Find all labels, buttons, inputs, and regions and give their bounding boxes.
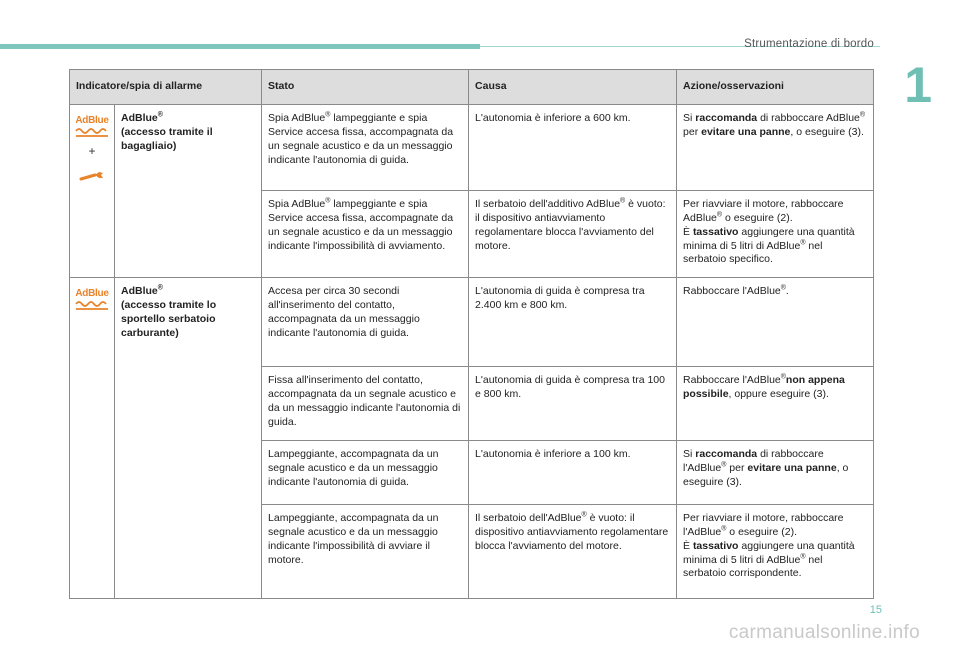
azione-cell: Per riavviare il motore, rabboccare l'AdBlue® o eseguire (2). È tassativo aggiungere una quantità minima di 5 litri di AdBlue® nel serbatoio corrispondente.	[677, 505, 874, 599]
stato-cell: Lampeggiante, accompagnata da un segnale acustico e da un messaggio indicante l'autonomia di guida.	[262, 441, 469, 505]
azione-cell: Per riavviare il motore, rabboccare AdBlue® o eseguire (2). È tassativo aggiungere una quantità minima di 5 litri di AdBlue® nel serbatoio specifico.	[677, 191, 874, 278]
table-row	[70, 278, 874, 367]
causa-cell: L'autonomia di guida è compresa tra 2.400 km e 800 km.	[469, 278, 677, 367]
causa-cell: L'autonomia è inferiore a 100 km.	[469, 441, 677, 505]
causa-cell: L'autonomia di guida è compresa tra 100 e 800 km.	[469, 367, 677, 441]
stato-cell: Spia AdBlue® lampeggiante e spia Service accesa fissa, accompagnata da un segnale acustico e da un messaggio indicante l'autonomia di guida.	[262, 105, 469, 191]
stato-cell: Spia AdBlue® lampeggiante e spia Service accesa fissa, accompagnate da un segnale acustico e da un messaggio indicante l'impossibilità di avviamento.	[262, 191, 469, 278]
header-azione: Azione/osservazioni	[677, 70, 874, 105]
indicator-name-cell: AdBlue® (accesso tramite lo sportello serbatoio carburante)	[115, 278, 262, 599]
adblue-warning-icon: AdBlue	[75, 287, 109, 311]
watermark: carmanualsonline.info	[728, 622, 920, 643]
causa-cell: Il serbatoio dell'AdBlue® è vuoto: il dispositivo antiavviamento regolamentare blocca l'avviamento del motore.	[469, 505, 677, 599]
causa-cell: L'autonomia è inferiore a 600 km.	[469, 105, 677, 191]
stato-cell: Fissa all'inserimento del contatto, accompagnata da un segnale acustico e da un messaggio indicante l'autonomia di guida.	[262, 367, 469, 441]
plus-sign: +	[88, 144, 96, 159]
indicator-name-cell: AdBlue® (accesso tramite il bagagliaio)	[115, 105, 262, 278]
adblue-warning-icon: AdBlue	[75, 114, 109, 138]
causa-cell: Il serbatoio dell'additivo AdBlue® è vuoto: il dispositivo antiavviamento regolamentare blocca l'avviamento del motore.	[469, 191, 677, 278]
stato-cell: Lampeggiante, accompagnata da un segnale acustico e da un messaggio indicante l'impossibilità di avviare il motore.	[262, 505, 469, 599]
table-row	[70, 105, 874, 191]
azione-cell: Si raccomanda di rabboccare l'AdBlue® per evitare una panne, o eseguire (3).	[677, 441, 874, 505]
table-header-row	[70, 70, 874, 105]
azione-cell: Si raccomanda di rabboccare AdBlue® per evitare una panne, o eseguire (3).	[677, 105, 874, 191]
header-stato: Stato	[262, 70, 469, 105]
indicator-icon-cell	[70, 105, 115, 278]
azione-cell: Rabboccare l'AdBlue®.	[677, 278, 874, 367]
wrench-service-icon	[79, 170, 105, 182]
warning-lights-table	[69, 69, 874, 599]
page-number: 15	[869, 604, 882, 616]
header-accent-bar	[0, 44, 480, 49]
chapter-number: 1	[904, 57, 932, 113]
stato-cell: Accesa per circa 30 secondi all'inserimento del contatto, accompagnata da un messaggio indicante l'autonomia di guida.	[262, 278, 469, 367]
azione-cell: Rabboccare l'AdBlue®non appena possibile, oppure eseguire (3).	[677, 367, 874, 441]
header-indicatore: Indicatore/spia di allarme	[70, 70, 262, 105]
indicator-icon-cell	[70, 278, 115, 599]
header-causa: Causa	[469, 70, 677, 105]
section-title: Strumentazione di bordo	[744, 38, 874, 50]
